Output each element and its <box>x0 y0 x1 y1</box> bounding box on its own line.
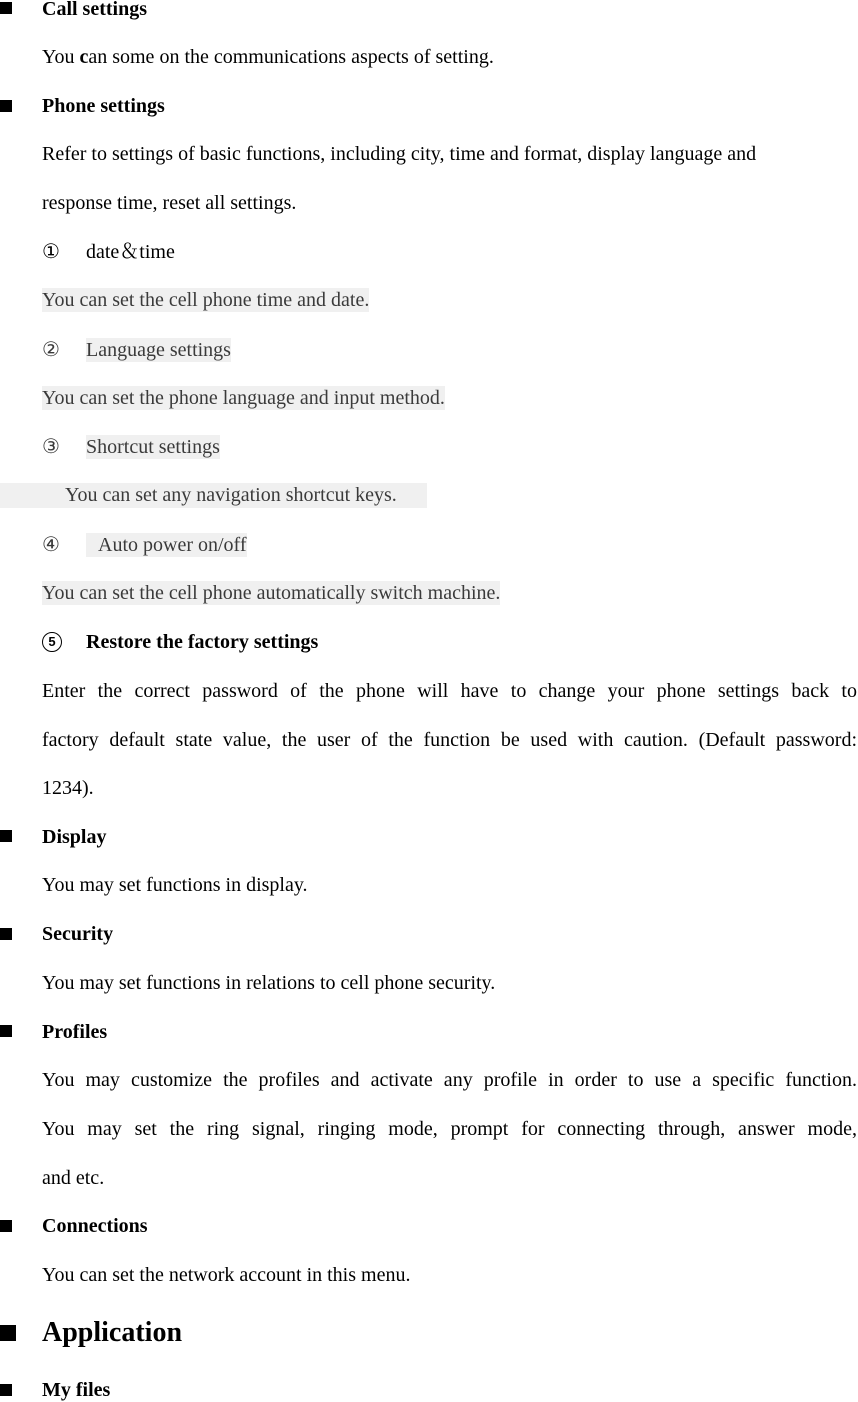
item-title-language-settings: Language settings <box>86 339 231 361</box>
item-desc-auto-power: You can set the cell phone automatically switch machine. <box>42 582 501 604</box>
item-desc-language-settings: You can set the phone language and input method. <box>42 387 445 409</box>
restore-line-1: Enter the correct password of the phone will have to change your phone settings back to <box>42 680 857 702</box>
phone-settings-line-2: response time, reset all settings. <box>42 192 297 214</box>
item-marker-3: ③ <box>42 436 60 458</box>
restore-line-2: factory default state value, the user of the function be used with caution. (Default password: <box>42 729 857 751</box>
heading-call-settings: Call settings <box>42 0 147 20</box>
heading-connections: Connections <box>42 1215 148 1237</box>
heading-application: Application <box>42 1317 183 1348</box>
restore-line-3: 1234). <box>42 777 94 799</box>
heading-profiles: Profiles <box>42 1021 108 1043</box>
bullet-square-icon <box>0 100 12 112</box>
profiles-line-3: and etc. <box>42 1167 105 1189</box>
profiles-line-1: You may customize the profiles and activate any profile in order to use a specific function. <box>42 1069 857 1091</box>
item-marker-2: ② <box>42 339 60 361</box>
bullet-square-icon <box>0 2 12 14</box>
profiles-line-2: You may set the ring signal, ringing mode, prompt for connecting through, answer mode, <box>42 1118 857 1140</box>
bullet-square-icon <box>0 1384 12 1396</box>
item-marker-4: ④ <box>42 534 60 556</box>
item-desc-date-time: You can set the cell phone time and date. <box>42 289 370 311</box>
heading-my-files: My files <box>42 1379 111 1401</box>
item-title-auto-power: Auto power on/off <box>86 533 247 557</box>
heading-phone-settings: Phone settings <box>42 95 165 117</box>
display-body: You may set functions in display. <box>42 874 308 896</box>
bullet-square-icon <box>0 1025 12 1037</box>
item-marker-1: ① <box>42 241 60 263</box>
bullet-square-icon <box>0 1220 12 1232</box>
item-marker-5: 5 <box>42 632 62 652</box>
item-title-shortcut-settings: Shortcut settings <box>86 436 220 458</box>
phone-settings-line-1: Refer to settings of basic functions, including city, time and format, display language and <box>42 143 757 165</box>
item-title-date-time: date＆time <box>86 241 175 263</box>
call-settings-body: You can some on the communications aspects of setting. <box>42 46 494 68</box>
bullet-square-icon <box>0 1325 16 1341</box>
security-body: You may set functions in relations to cell phone security. <box>42 972 496 994</box>
item-desc-shortcut-settings: You can set any navigation shortcut keys. <box>65 484 397 506</box>
connections-body: You can set the network account in this menu. <box>42 1264 411 1286</box>
bullet-square-icon <box>0 928 12 940</box>
bullet-square-icon <box>0 830 12 842</box>
item-title-restore-factory: Restore the factory settings <box>86 631 319 653</box>
heading-display: Display <box>42 826 107 848</box>
heading-security: Security <box>42 923 114 945</box>
